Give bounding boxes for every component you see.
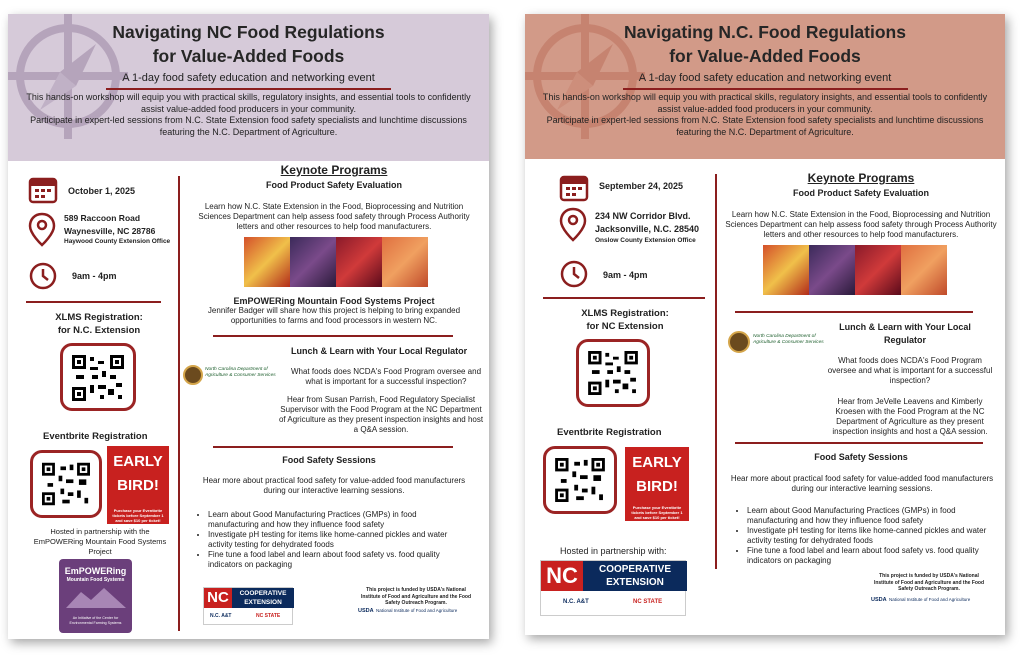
ncstate-logo: NC STATE	[633, 599, 663, 605]
flyer-haywood	[8, 14, 489, 639]
list-item: • Investigate pH testing for items like home-canned pickles and water activity testing for dehydrated foods	[208, 530, 468, 550]
event-time: 9am - 4pm	[72, 271, 117, 281]
food-photos	[763, 245, 947, 295]
keynote-heading: Keynote Programs	[280, 163, 388, 177]
title-line-2: for Value-Added Foods	[669, 46, 861, 66]
venue-name: Haywood County Extension Office	[64, 238, 171, 245]
venue-name: Onslow County Extension Office	[595, 237, 696, 244]
early-bird-badge	[625, 447, 689, 521]
xlms-label: XLMS Registration:	[581, 308, 669, 319]
column-divider	[178, 176, 180, 631]
food-photo	[336, 237, 382, 287]
early-bird-note: Purchase your Eventbrite tickets before September 1 and save $10 per ticket!	[631, 505, 683, 520]
eventbrite-qr-code[interactable]	[543, 446, 617, 514]
list-item: • Learn about Good Manufacturing Practices (GMPs) in food manufacturing and how they influence food safety	[747, 506, 999, 526]
event-date: September 24, 2025	[599, 181, 684, 191]
kp-title: Food Product Safety Evaluation	[265, 180, 402, 190]
address-line-1: 589 Raccoon Road	[64, 213, 141, 223]
nc-logo-letters: NC	[541, 561, 583, 591]
xlms-qr-code[interactable]	[576, 339, 650, 407]
calendar-icon	[559, 172, 589, 202]
location-pin-icon	[559, 207, 587, 243]
fs-bullet-list	[737, 506, 999, 566]
ll-title: Lunch & Learn with Your Local Regulator	[839, 322, 971, 345]
ncstate-logo: NC STATE	[256, 613, 281, 619]
description-2: Participate in expert-led sessions from N.C. State Extension food safety specialists and lunchtime discussions featuring the N.C. Department of Agriculture.	[546, 115, 984, 137]
early-bird-text-1: EARLY	[632, 454, 682, 471]
xlms-label-2: for N.C. Extension	[57, 325, 141, 336]
ncda-seal-icon	[183, 365, 203, 385]
ncat-logo: N.C. A&T	[563, 599, 589, 605]
title-line-1: Navigating N.C. Food Regulations	[624, 22, 906, 42]
ll-desc: Hear from Susan Parrish, Food Regulatory Specialist Supervisor with the Food Program at the NC Department of Agriculture as they present inspection insights and host a Q&A session.	[278, 395, 484, 434]
nifa-logo-text: National Institute of Food and Agriculture	[889, 597, 971, 602]
coop-ext-text: COOPERATIVE EXTENSION	[232, 588, 294, 608]
fs-desc: Hear more about practical food safety for value-added food manufacturers during our interactive learning sessions.	[730, 474, 994, 493]
usda-logo: USDA	[358, 608, 374, 614]
emp-project-desc: Jennifer Badger will share how this project is helping to bring expanded opportunities to farms and food processors in western NC.	[207, 306, 461, 325]
divider	[106, 88, 391, 90]
description: This hands-on workshop will equip you with practical skills, regulatory insights, and essential tools to confidently assist value-added food producers in your community.	[26, 92, 471, 114]
nc-logo-letters: NC	[204, 588, 232, 608]
ncda-logo-text: North Carolina Department of Agriculture & Consumer Services	[205, 367, 276, 378]
divider	[26, 301, 161, 303]
funding-note: This project is funded by USDA's National Institute of Food and Agriculture and the Food Safety Outreach Program.	[360, 587, 472, 606]
ncda-logo-text: North Carolina Department of Agriculture & Consumer Services	[753, 334, 824, 345]
emp-logo-2: Mountain Food Systems	[66, 577, 125, 583]
divider	[213, 335, 453, 337]
list-item: • Learn about Good Manufacturing Practices (GMPs) in food manufacturing and how they influence food safety	[208, 510, 468, 530]
food-photos	[244, 237, 428, 287]
food-photo	[855, 245, 901, 295]
fs-desc: Hear more about practical food safety for value-added food manufacturers during our interactive learning sessions.	[202, 476, 466, 495]
list-item: • Fine tune a food label and learn about food safety vs. food quality indicators on packaging	[747, 546, 999, 566]
eventbrite-label: Eventbrite Registration	[557, 427, 662, 438]
food-photo	[763, 245, 809, 295]
fs-title: Food Safety Sessions	[282, 455, 376, 465]
early-bird-badge	[107, 446, 169, 524]
keynote-heading: Keynote Programs	[807, 171, 915, 185]
food-photo	[809, 245, 855, 295]
flyer-header	[525, 14, 1005, 159]
ncat-logo: N.C. A&T	[210, 613, 232, 619]
address-line-2: Waynesville, NC 28786	[64, 226, 156, 236]
emp-logo-1: EmPOWERing	[64, 566, 127, 576]
early-bird-text-1: EARLY	[113, 453, 163, 470]
xlms-label: XLMS Registration:	[55, 312, 143, 323]
location-pin-icon	[28, 212, 56, 248]
nifa-logo-text: National Institute of Food and Agriculture	[376, 608, 458, 613]
divider	[213, 446, 453, 448]
clock-icon	[28, 261, 58, 291]
flyer-header	[8, 14, 489, 161]
xlms-label-2: for NC Extension	[586, 321, 664, 332]
ncda-seal-icon	[728, 331, 750, 353]
nc-extension-logo	[203, 587, 293, 625]
list-item: • Fine tune a food label and learn about food safety vs. food quality indicators on packaging	[208, 550, 468, 570]
mountain-icon	[66, 586, 126, 608]
fs-bullet-list	[198, 510, 468, 570]
kp-desc: Learn how N.C. State Extension in the Food, Bioprocessing and Nutrition Sciences Department can help assess food safety through Process Authority letters and other resources to help food manufacturers.	[725, 210, 997, 239]
address-line-2: Jacksonville, N.C. 28540	[595, 224, 700, 234]
divider	[735, 311, 973, 313]
ll-question: What foods does NCDA's Food Program oversee and what is important for a successful inspection?	[827, 356, 993, 385]
qr-pattern	[42, 462, 90, 506]
funding-note: This project is funded by USDA's National Institute of Food and Agriculture and the Food Safety Outreach Program.	[873, 573, 985, 592]
list-item: • Investigate pH testing for items like home-canned pickles and water activity testing for dehydrated foods	[747, 526, 999, 546]
kp-title: Food Product Safety Evaluation	[792, 188, 929, 198]
early-bird-note: Purchase your Eventbrite tickets before September 1 and save $10 per ticket!	[112, 508, 164, 523]
column-divider	[715, 174, 717, 569]
hosted-text: Hosted in partnership with:	[560, 546, 667, 556]
early-bird-text-2: BIRD!	[636, 478, 678, 495]
ll-title: Lunch & Learn with Your Local Regulator	[291, 346, 468, 356]
ll-question: What foods does NCDA's Food Program oversee and what is important for a successful inspection?	[290, 367, 482, 386]
divider	[735, 442, 983, 444]
qr-pattern	[72, 355, 124, 401]
flyer-onslow	[525, 14, 1005, 635]
subtitle: A 1-day food safety education and networking event	[122, 72, 375, 84]
event-time: 9am - 4pm	[603, 270, 648, 280]
food-photo	[290, 237, 336, 287]
food-photo	[901, 245, 947, 295]
divider	[623, 88, 908, 90]
title-line-2: for Value-Added Foods	[152, 46, 345, 66]
kp-desc: Learn how N.C. State Extension in the Food, Bioprocessing and Nutrition Sciences Department can help assess food safety through Process Authority letters and other resources to help food manufacturers.	[198, 202, 470, 231]
calendar-icon	[28, 174, 58, 204]
early-bird-text-2: BIRD!	[117, 477, 159, 494]
qr-pattern	[555, 458, 605, 502]
ll-desc: Hear from JeVelle Leavens and Kimberly Kroesen with the Food Program at the NC Department of Agriculture as they present inspection insights and host a Q&A session.	[832, 397, 988, 436]
nc-extension-logo	[540, 560, 686, 616]
event-date: October 1, 2025	[68, 186, 136, 196]
usda-logo: USDA	[871, 597, 887, 603]
qr-pattern	[588, 351, 638, 395]
title-line-1: Navigating NC Food Regulations	[112, 22, 385, 42]
food-photo	[382, 237, 428, 287]
xlms-qr-code[interactable]	[60, 343, 136, 411]
fs-title: Food Safety Sessions	[814, 452, 908, 462]
coop-ext-text: COOPERATIVE EXTENSION	[583, 561, 687, 591]
empowering-logo	[59, 559, 132, 633]
food-photo	[244, 237, 290, 287]
eventbrite-label: Eventbrite Registration	[43, 431, 148, 442]
emp-logo-3: An Initiative of the Center for Environmental Farming Systems	[69, 616, 122, 625]
eventbrite-qr-code[interactable]	[30, 450, 102, 518]
emp-project-title: EmPOWERing Mountain Food Systems Project	[233, 296, 435, 306]
clock-icon	[559, 259, 589, 289]
description-2: Participate in expert-led sessions from N.C. State Extension food safety specialists and lunchtime discussions featuring the N.C. Department of Agriculture.	[30, 115, 467, 137]
subtitle: A 1-day food safety education and networking event	[638, 72, 892, 84]
divider	[543, 297, 705, 299]
address-line-1: 234 NW Corridor Blvd.	[595, 211, 691, 221]
description: This hands-on workshop will equip you with practical skills, regulatory insights, and essential tools to confidently assist value-added food producers in your community.	[542, 92, 988, 114]
hosted-text: Hosted in partnership with the EmPOWERing Mountain Food Systems Project	[33, 527, 167, 556]
